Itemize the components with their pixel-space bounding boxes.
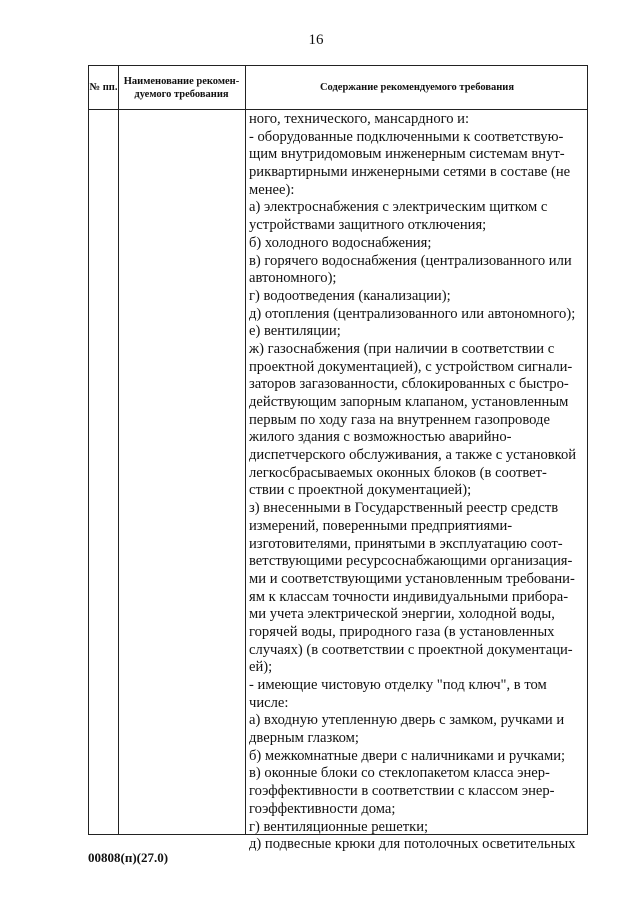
content-line: ж) газоснабжения (при наличии в соответствии с xyxy=(249,340,555,357)
content-line: устройствами защитного отключения; xyxy=(249,217,487,234)
header-number-column: № пп. xyxy=(89,82,118,93)
column-divider-2 xyxy=(245,66,246,834)
content-line: случаях) (в соответствии с проектной документаци- xyxy=(249,641,573,658)
content-line: а) входную утепленную дверь с замком, ручками и xyxy=(249,712,565,729)
content-line: жилого здания с возможностью аварийно- xyxy=(249,429,512,446)
header-name-column: Наименование рекомен- дуемого требования xyxy=(123,75,240,100)
requirement-content xyxy=(249,111,587,854)
header-content-column: Содержание рекомендуемого требования xyxy=(319,82,515,93)
content-line: первым по ходу газа на внутреннем газопроводе xyxy=(249,411,550,428)
column-divider-1 xyxy=(118,66,119,834)
requirements-table xyxy=(88,65,588,853)
document-code: 00808(п)(27.0) xyxy=(88,850,169,865)
content-line: числе: xyxy=(249,694,289,711)
content-line: д) подвесные крюки для потолочных осветительных xyxy=(249,836,576,853)
content-line: г) водоотведения (канализации); xyxy=(249,287,451,304)
content-line: з) внесенными в Государственный реестр средств xyxy=(249,500,559,517)
content-line: легкосбрасываемых оконных блоков (в соответ- xyxy=(249,464,547,481)
content-line: заторов загазованности, сблокированных с быстро- xyxy=(249,376,569,393)
content-line: б) холодного водоснабжения; xyxy=(249,234,432,251)
content-line: ей); xyxy=(249,659,273,676)
content-line: д) отопления (централизованного или автономного); xyxy=(249,305,576,322)
content-line: ного, технического, мансардного и: xyxy=(249,111,470,127)
content-line: ми учета электрической энергии, холодной воды, xyxy=(249,606,555,623)
content-line: менее): xyxy=(249,181,295,198)
content-line: в) горячего водоснабжения (централизованного или xyxy=(249,252,572,269)
content-line: изготовителями, принятыми в эксплуатацию соот- xyxy=(249,535,563,552)
content-line: дверным глазком; xyxy=(249,730,359,747)
content-line: горячей воды, природного газа (в установленных xyxy=(249,623,555,640)
content-line: е) вентиляции; xyxy=(249,323,341,340)
content-line: ствии с проектной документацией); xyxy=(249,482,472,499)
content-line: диспетчерского обслуживания, а также с установкой xyxy=(249,447,577,464)
content-line: гоэффективности дома; xyxy=(249,800,396,817)
content-line: действующим запорным клапаном, установленным xyxy=(249,394,569,410)
content-line: в) оконные блоки со стеклопакетом класса энер- xyxy=(249,765,550,782)
content-line: г) вентиляционные решетки; xyxy=(249,818,429,835)
table-header xyxy=(89,66,587,110)
content-line: ям к классам точности индивидуальными прибора- xyxy=(249,588,569,605)
content-line: ветствующими ресурсоснабжающими организация- xyxy=(249,553,573,570)
content-line: а) электроснабжения с электрическим щитком с xyxy=(249,199,548,216)
content-line: ми и соответствующими установленным требовани- xyxy=(249,570,575,587)
content-line: гоэффективности в соответствии с классом энер- xyxy=(249,783,555,800)
page-number: 16 xyxy=(308,32,324,48)
content-line: измерений, поверенными предприятиями- xyxy=(249,517,513,534)
content-line: проектной документацией), с устройством сигнали- xyxy=(249,358,573,375)
content-line: автономного); xyxy=(249,270,337,287)
content-line: - оборудованные подключенными к соответствую- xyxy=(249,128,564,145)
content-line: б) межкомнатные двери с наличниками и ручками; xyxy=(249,747,566,764)
content-line: щим внутридомовым инженерным системам внут- xyxy=(249,146,565,163)
content-line: риквартирными инженерными сетями в составе (не xyxy=(249,164,571,181)
content-line: - имеющие чистовую отделку "под ключ", в том xyxy=(249,677,547,693)
